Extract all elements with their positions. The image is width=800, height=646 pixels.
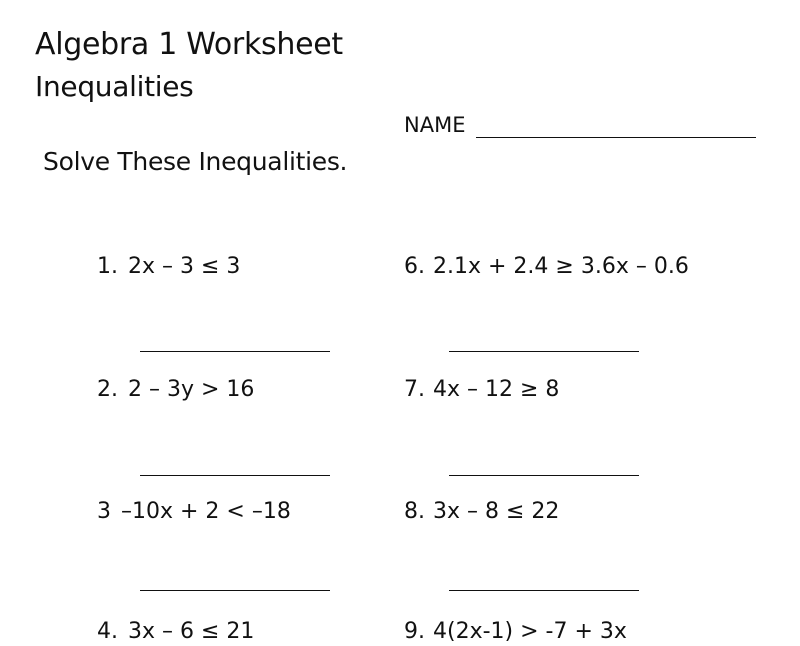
problem-number: 9. [404, 619, 425, 644]
worksheet-title: Algebra 1 Worksheet [35, 27, 343, 62]
problem-number: 8. [404, 499, 425, 524]
answer-line-3[interactable] [140, 590, 330, 591]
problem-7 [404, 376, 559, 404]
problem-1 [97, 253, 240, 281]
problem-number: 2. [97, 377, 118, 402]
problem-expression: 3x – 6 ≤ 21 [128, 619, 255, 644]
problem-expression: 4x – 12 ≥ 8 [433, 377, 560, 402]
problem-number: 6. [404, 254, 425, 279]
problem-expression: 2 – 3y > 16 [128, 377, 255, 402]
problem-3 [97, 498, 291, 526]
problem-number: 3 [97, 499, 111, 524]
problem-expression: –10x + 2 < –18 [121, 499, 291, 524]
problem-number: 7. [404, 377, 425, 402]
problem-9 [404, 618, 627, 646]
answer-line-2[interactable] [140, 475, 330, 476]
answer-line-7[interactable] [449, 475, 639, 476]
problem-expression: 4(2x-1) > -7 + 3x [433, 619, 627, 644]
name-label: NAME [404, 113, 466, 137]
problem-number: 1. [97, 254, 118, 279]
problem-8 [404, 498, 559, 526]
answer-line-8[interactable] [449, 590, 639, 591]
worksheet-subtitle: Inequalities [35, 70, 194, 103]
problem-2 [97, 376, 254, 404]
problem-expression: 3x – 8 ≤ 22 [433, 499, 560, 524]
answer-line-1[interactable] [140, 351, 330, 352]
problem-expression: 2.1x + 2.4 ≥ 3.6x – 0.6 [433, 254, 689, 279]
name-write-line[interactable] [476, 137, 756, 138]
instructions: Solve These Inequalities. [43, 147, 348, 176]
problem-number: 4. [97, 619, 118, 644]
problem-expression: 2x – 3 ≤ 3 [128, 254, 241, 279]
answer-line-6[interactable] [449, 351, 639, 352]
problem-4 [97, 618, 254, 646]
problem-6 [404, 253, 689, 281]
